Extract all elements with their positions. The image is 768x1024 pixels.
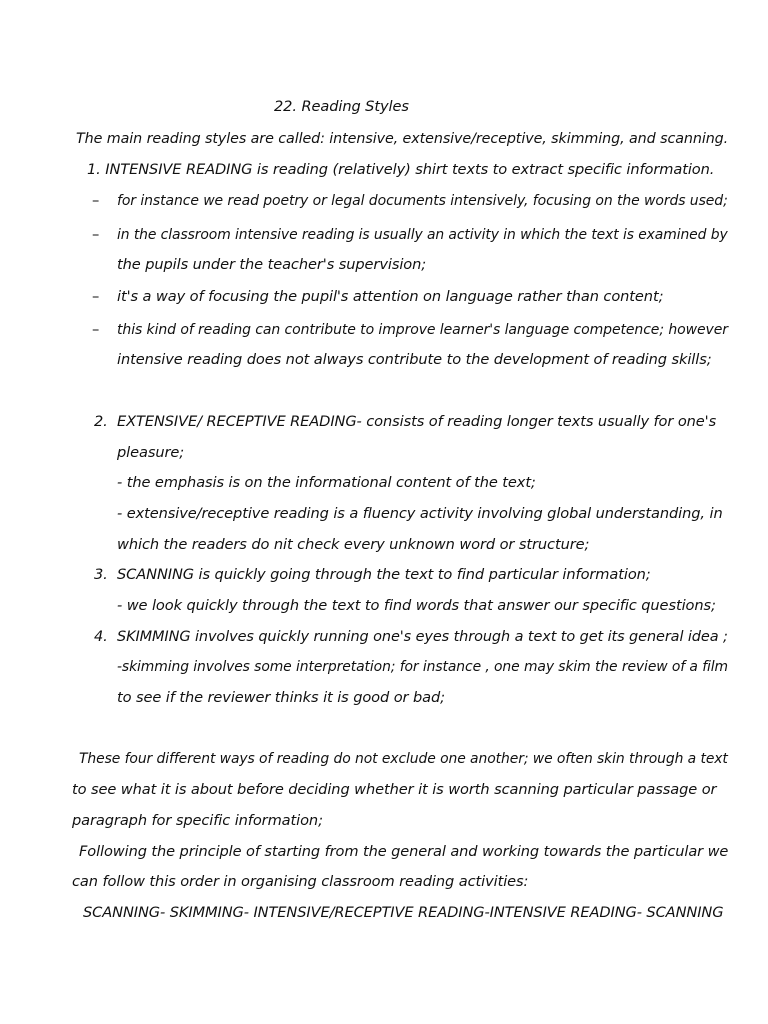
paragraph-line: Following the principle of starting from the general and working towards the particular we: [79, 843, 729, 860]
list-line: which the readers do nit check every unknown word or structure;: [117, 536, 590, 553]
bullet-line: it's a way of focusing the pupil's attention on language rather than content;: [117, 288, 664, 305]
dash-marker: –: [92, 226, 100, 243]
bullet-line: intensive reading does not always contribute to the development of reading skills;: [117, 351, 712, 368]
dash-marker: –: [92, 321, 100, 338]
list-line: - the emphasis is on the informational content of the text;: [117, 474, 536, 491]
section-1-heading: 1. INTENSIVE READING is reading (relatively) shirt texts to extract specific information.: [87, 161, 715, 178]
list-number: 4.: [94, 628, 108, 645]
paragraph-line: to see what it is about before deciding whether it is worth scanning particular passage or: [72, 781, 717, 798]
bullet-line: the pupils under the teacher's supervision;: [117, 256, 427, 273]
list-number: 2.: [94, 413, 108, 430]
list-line: -skimming involves some interpretation; for instance , one may skim the review of a film: [117, 658, 729, 675]
list-line: pleasure;: [117, 444, 185, 461]
list-line: SKIMMING involves quickly running one's eyes through a text to get its general idea ;: [117, 628, 728, 645]
list-number: 3.: [94, 566, 108, 583]
bullet-line: this kind of reading can contribute to improve learner's language competence; however: [117, 321, 728, 338]
list-line: EXTENSIVE/ RECEPTIVE READING- consists of reading longer texts usually for one's: [117, 413, 717, 430]
list-line: - extensive/receptive reading is a fluency activity involving global understanding, in: [117, 505, 723, 522]
bullet-line: for instance we read poetry or legal documents intensively, focusing on the words used;: [117, 192, 728, 209]
dash-marker: –: [92, 288, 100, 305]
paragraph-line: paragraph for specific information;: [72, 812, 323, 829]
bullet-line: in the classroom intensive reading is usually an activity in which the text is examined by: [117, 226, 728, 243]
list-line: to see if the reviewer thinks it is good or bad;: [117, 689, 445, 706]
paragraph-line: can follow this order in organising classroom reading activities:: [72, 873, 529, 890]
list-line: SCANNING is quickly going through the text to find particular information;: [117, 566, 651, 583]
dash-marker: –: [92, 192, 100, 209]
list-line: - we look quickly through the text to find words that answer our specific questions;: [117, 597, 716, 614]
intro-text: The main reading styles are called: intensive, extensive/receptive, skimming, and scanning.: [76, 130, 729, 147]
reading-sequence: SCANNING- SKIMMING- INTENSIVE/RECEPTIVE READING-INTENSIVE READING- SCANNING: [83, 904, 724, 921]
page-title: 22. Reading Styles: [274, 98, 409, 115]
paragraph-line: These four different ways of reading do not exclude one another; we often skin through a text: [79, 750, 728, 767]
